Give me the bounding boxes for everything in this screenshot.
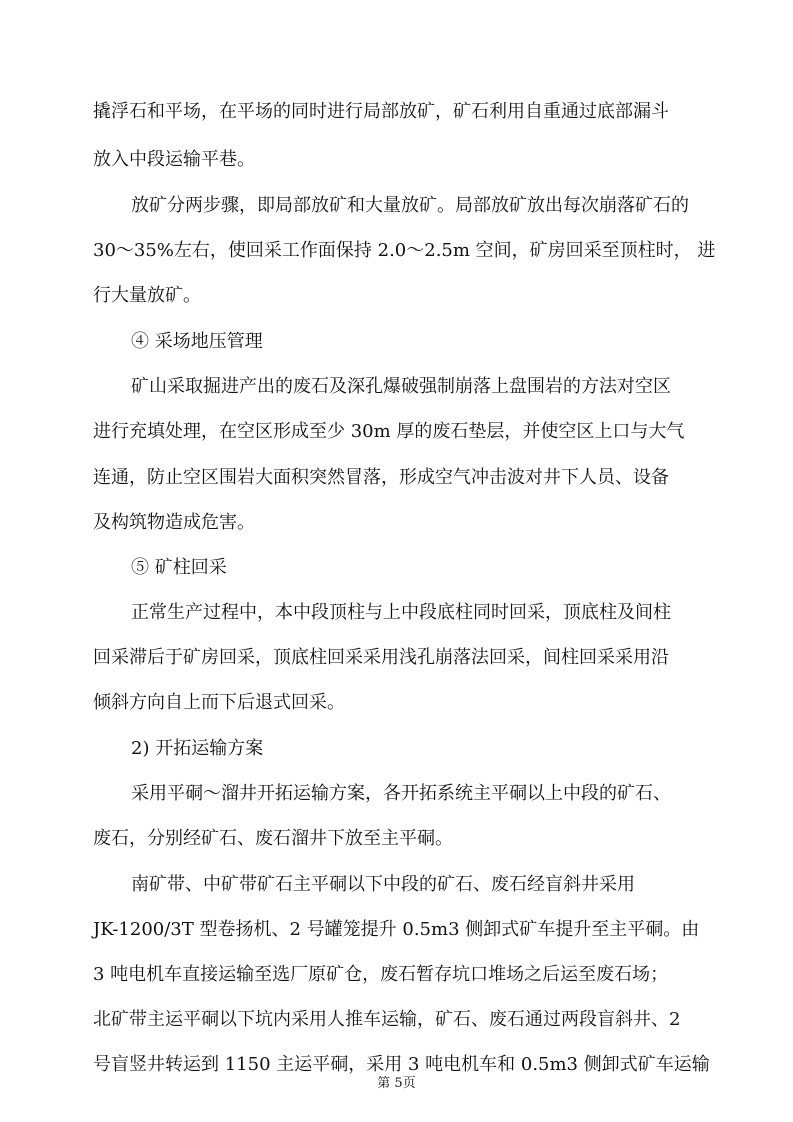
text-line: 南矿带、中矿带矿石主平硐以下中段的矿石、废石经盲斜井采用 — [131, 874, 635, 895]
text-line: 北矿带主运平硐以下坑内采用人推车运输，矿石、废石通过两段盲斜井、2 — [93, 1009, 681, 1030]
text-line: 进行充填处理，在空区形成至少 30m 厚的废石垫层，并使空区上口与大气 — [93, 421, 685, 442]
text-line: 30～35%左右，使回采工作面保持 2.0～2.5m 空间，矿房回采至顶柱时， 进 — [93, 240, 716, 261]
text-line: 撬浮石和平场，在平场的同时进行局部放矿，矿石利用自重通过底部漏斗 — [93, 101, 669, 122]
text-line: 矿山采取掘进产出的废石及深孔爆破强制崩落上盘围岩的方法对空区 — [131, 376, 671, 397]
text-line: 连通，防止空区围岩大面积突然冒落，形成空气冲击波对井下人员、设备 — [93, 467, 669, 488]
text-line: 正常生产过程中，本中段顶柱与上中段底柱同时回采，顶底柱及间柱 — [131, 602, 671, 623]
text-line: 3 吨电机车直接运输至选厂原矿仓，废石暂存坑口堆场之后运至废石场； — [93, 964, 669, 985]
text-line: 放矿分两步骤，即局部放矿和大量放矿。局部放矿放出每次崩落矿石的 — [131, 195, 689, 216]
text-line: 行大量放矿。 — [93, 285, 201, 306]
text-line: 废石，分别经矿石、废石溜井下放至主平硐。 — [93, 828, 453, 849]
text-line: 倾斜方向自上而下后退式回采。 — [93, 692, 345, 713]
section-heading: 2) 开拓运输方案 — [131, 738, 264, 759]
text-line: 放入中段运输平巷。 — [93, 149, 255, 170]
text-line: JK-1200/3T 型卷扬机、2 号罐笼提升 0.5m3 侧卸式矿车提升至主平硐。由 — [93, 919, 700, 940]
text-line: 采用平硐～溜井开拓运输方案，各开拓系统主平硐以上中段的矿石、 — [131, 783, 671, 804]
section-heading: ④ 采场地压管理 — [131, 331, 263, 352]
text-line: 回采滞后于矿房回采，顶底柱回采采用浅孔崩落法回采，间柱回采采用沿 — [93, 647, 669, 668]
text-line: 及构筑物造成危害。 — [93, 512, 255, 533]
text-line: 号盲竖井转运到 1150 主运平硐，采用 3 吨电机车和 0.5m3 侧卸式矿车运输 — [93, 1054, 710, 1075]
section-heading: ⑤ 矿柱回采 — [131, 557, 227, 578]
page-number: 第 5页 — [377, 1076, 416, 1091]
